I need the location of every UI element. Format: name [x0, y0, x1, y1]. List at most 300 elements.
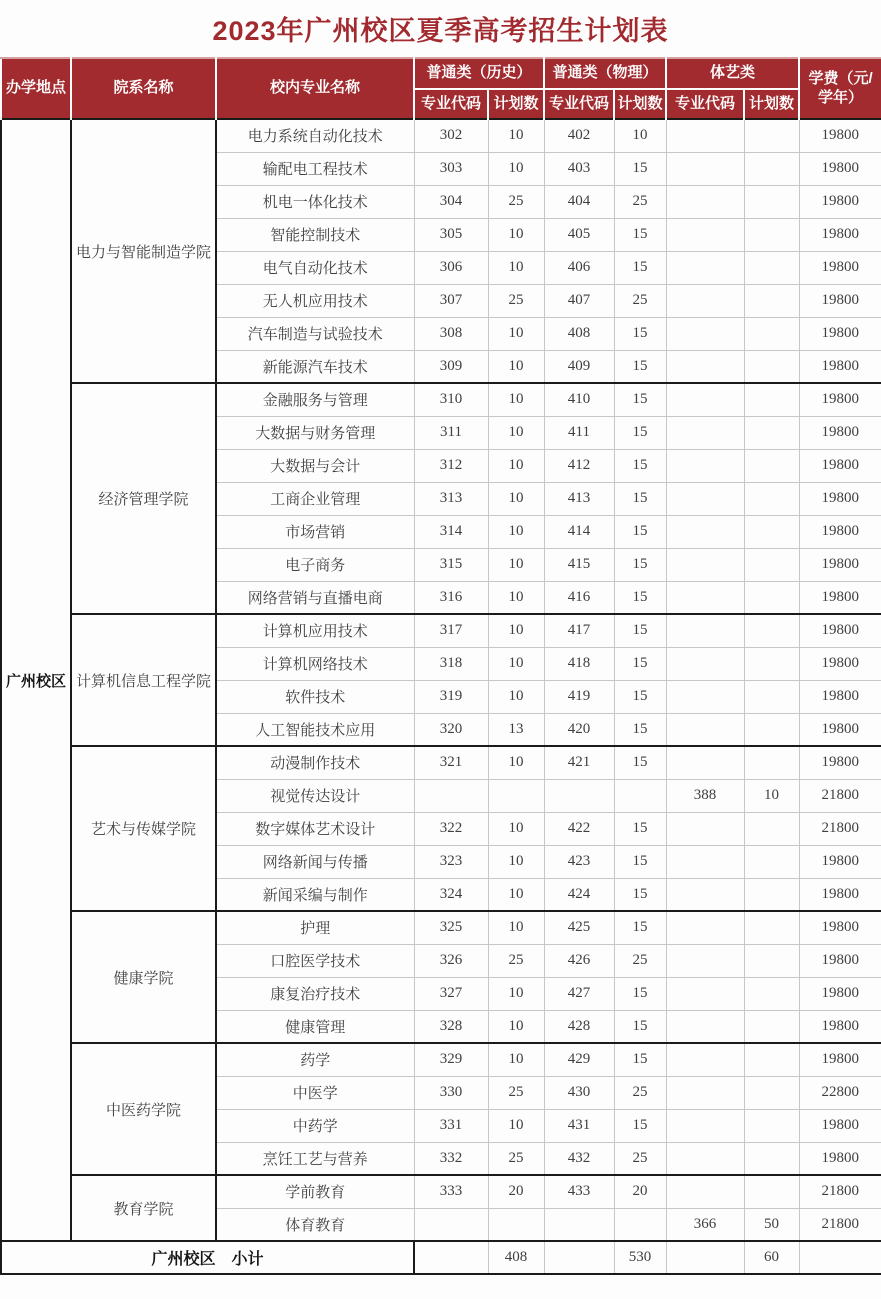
h-code-cell: 314 — [414, 515, 488, 548]
p-code-cell: 413 — [544, 482, 614, 515]
a-code-cell — [666, 482, 744, 515]
p-code-cell: 410 — [544, 383, 614, 416]
a-code-cell — [666, 944, 744, 977]
major-cell: 电子商务 — [216, 548, 414, 581]
a-code-cell — [666, 1175, 744, 1208]
a-code-cell — [666, 119, 744, 152]
h-plan-cell: 10 — [488, 251, 544, 284]
p-plan-cell: 15 — [614, 152, 666, 185]
tuition-cell: 21800 — [799, 812, 881, 845]
table-row — [1, 1175, 881, 1208]
header-group-physics: 普通类（物理） — [544, 58, 666, 89]
h-plan-cell: 10 — [488, 482, 544, 515]
h-code-cell: 306 — [414, 251, 488, 284]
header-group-row — [1, 58, 881, 89]
major-cell: 输配电工程技术 — [216, 152, 414, 185]
tuition-cell: 19800 — [799, 548, 881, 581]
p-code-cell: 430 — [544, 1076, 614, 1109]
major-cell: 健康管理 — [216, 1010, 414, 1043]
major-cell: 康复治疗技术 — [216, 977, 414, 1010]
h-code-cell: 303 — [414, 152, 488, 185]
a-plan-cell — [744, 680, 799, 713]
p-plan-cell: 15 — [614, 482, 666, 515]
a-plan-cell — [744, 1109, 799, 1142]
h-plan-cell: 10 — [488, 515, 544, 548]
a-plan-cell — [744, 1010, 799, 1043]
a-plan-cell — [744, 251, 799, 284]
header-code-history: 专业代码 — [414, 89, 488, 119]
h-plan-cell: 10 — [488, 548, 544, 581]
a-code-cell: 366 — [666, 1208, 744, 1241]
p-code-cell: 419 — [544, 680, 614, 713]
h-code-cell — [414, 1208, 488, 1241]
p-plan-cell: 15 — [614, 845, 666, 878]
major-cell: 烹饪工艺与营养 — [216, 1142, 414, 1175]
a-plan-cell — [744, 614, 799, 647]
a-code-cell — [666, 614, 744, 647]
footer-history-code-cell — [414, 1241, 488, 1274]
major-cell: 新闻采编与制作 — [216, 878, 414, 911]
h-code-cell: 311 — [414, 416, 488, 449]
h-plan-cell: 10 — [488, 614, 544, 647]
tuition-cell: 19800 — [799, 647, 881, 680]
header-code-physics: 专业代码 — [544, 89, 614, 119]
h-plan-cell: 10 — [488, 416, 544, 449]
a-code-cell: 388 — [666, 779, 744, 812]
header-plan-arts: 计划数 — [744, 89, 799, 119]
a-code-cell — [666, 284, 744, 317]
p-code-cell: 411 — [544, 416, 614, 449]
a-code-cell — [666, 383, 744, 416]
a-code-cell — [666, 746, 744, 779]
table-row — [1, 746, 881, 779]
a-code-cell — [666, 680, 744, 713]
major-cell: 机电一体化技术 — [216, 185, 414, 218]
h-code-cell: 328 — [414, 1010, 488, 1043]
a-plan-cell — [744, 944, 799, 977]
a-plan-cell — [744, 1175, 799, 1208]
h-plan-cell: 25 — [488, 284, 544, 317]
p-plan-cell: 10 — [614, 119, 666, 152]
campus-cell: 广州校区 — [1, 119, 71, 1241]
a-plan-cell — [744, 449, 799, 482]
h-code-cell: 319 — [414, 680, 488, 713]
h-code-cell: 324 — [414, 878, 488, 911]
h-plan-cell: 10 — [488, 1010, 544, 1043]
tuition-cell: 19800 — [799, 1010, 881, 1043]
tuition-cell: 19800 — [799, 383, 881, 416]
p-code-cell: 433 — [544, 1175, 614, 1208]
h-plan-cell: 10 — [488, 152, 544, 185]
tuition-cell: 19800 — [799, 1109, 881, 1142]
major-cell: 口腔医学技术 — [216, 944, 414, 977]
p-plan-cell: 15 — [614, 911, 666, 944]
p-plan-cell: 15 — [614, 614, 666, 647]
h-plan-cell: 10 — [488, 449, 544, 482]
p-plan-cell: 15 — [614, 548, 666, 581]
major-cell: 新能源汽车技术 — [216, 350, 414, 383]
h-plan-cell — [488, 1208, 544, 1241]
h-plan-cell: 10 — [488, 647, 544, 680]
h-code-cell: 307 — [414, 284, 488, 317]
a-plan-cell — [744, 812, 799, 845]
footer-physics-code-cell — [544, 1241, 614, 1274]
header-plan-history: 计划数 — [488, 89, 544, 119]
h-code-cell: 327 — [414, 977, 488, 1010]
major-cell: 金融服务与管理 — [216, 383, 414, 416]
p-code-cell: 422 — [544, 812, 614, 845]
h-plan-cell: 25 — [488, 185, 544, 218]
major-cell: 视觉传达设计 — [216, 779, 414, 812]
h-code-cell: 308 — [414, 317, 488, 350]
p-code-cell: 423 — [544, 845, 614, 878]
a-plan-cell — [744, 1076, 799, 1109]
p-plan-cell: 15 — [614, 977, 666, 1010]
major-cell: 计算机应用技术 — [216, 614, 414, 647]
p-plan-cell: 15 — [614, 581, 666, 614]
a-code-cell — [666, 548, 744, 581]
department-cell: 中医药学院 — [71, 1043, 216, 1175]
h-code-cell: 322 — [414, 812, 488, 845]
h-plan-cell: 10 — [488, 878, 544, 911]
table-footer — [1, 1241, 881, 1274]
p-code-cell: 404 — [544, 185, 614, 218]
tuition-cell: 19800 — [799, 218, 881, 251]
p-code-cell: 403 — [544, 152, 614, 185]
tuition-cell: 21800 — [799, 1175, 881, 1208]
department-cell: 健康学院 — [71, 911, 216, 1043]
p-code-cell: 412 — [544, 449, 614, 482]
table-row — [1, 614, 881, 647]
a-code-cell — [666, 878, 744, 911]
a-code-cell — [666, 977, 744, 1010]
a-code-cell — [666, 1043, 744, 1076]
p-plan-cell: 15 — [614, 713, 666, 746]
h-plan-cell: 13 — [488, 713, 544, 746]
h-plan-cell: 25 — [488, 1076, 544, 1109]
header-tuition: 学费（元/学年） — [799, 58, 881, 119]
major-cell: 中药学 — [216, 1109, 414, 1142]
a-code-cell — [666, 845, 744, 878]
h-code-cell: 320 — [414, 713, 488, 746]
header-group-history: 普通类（历史） — [414, 58, 544, 89]
p-code-cell: 402 — [544, 119, 614, 152]
tuition-cell: 19800 — [799, 152, 881, 185]
p-code-cell: 406 — [544, 251, 614, 284]
tuition-cell: 21800 — [799, 779, 881, 812]
h-plan-cell: 10 — [488, 581, 544, 614]
a-code-cell — [666, 185, 744, 218]
h-code-cell: 305 — [414, 218, 488, 251]
h-code-cell: 333 — [414, 1175, 488, 1208]
footer-subtotal-label: 广州校区 小计 — [1, 1241, 414, 1274]
a-plan-cell — [744, 119, 799, 152]
p-plan-cell: 15 — [614, 647, 666, 680]
major-cell: 中医学 — [216, 1076, 414, 1109]
tuition-cell: 19800 — [799, 317, 881, 350]
a-plan-cell — [744, 1043, 799, 1076]
department-cell: 经济管理学院 — [71, 383, 216, 614]
h-plan-cell: 10 — [488, 350, 544, 383]
p-code-cell: 429 — [544, 1043, 614, 1076]
p-plan-cell: 15 — [614, 383, 666, 416]
a-plan-cell — [744, 977, 799, 1010]
p-plan-cell: 25 — [614, 1076, 666, 1109]
tuition-cell: 19800 — [799, 350, 881, 383]
p-plan-cell: 15 — [614, 746, 666, 779]
major-cell: 学前教育 — [216, 1175, 414, 1208]
h-plan-cell: 20 — [488, 1175, 544, 1208]
p-code-cell: 421 — [544, 746, 614, 779]
h-code-cell: 323 — [414, 845, 488, 878]
major-cell: 软件技术 — [216, 680, 414, 713]
a-plan-cell — [744, 581, 799, 614]
h-code-cell — [414, 779, 488, 812]
table-body — [1, 119, 881, 1241]
a-plan-cell — [744, 911, 799, 944]
p-code-cell: 427 — [544, 977, 614, 1010]
h-plan-cell: 10 — [488, 218, 544, 251]
header-major: 校内专业名称 — [216, 58, 414, 119]
h-code-cell: 332 — [414, 1142, 488, 1175]
major-cell: 大数据与财务管理 — [216, 416, 414, 449]
a-code-cell — [666, 647, 744, 680]
tuition-cell: 21800 — [799, 1208, 881, 1241]
a-plan-cell — [744, 878, 799, 911]
tuition-cell: 19800 — [799, 284, 881, 317]
tuition-cell: 19800 — [799, 1043, 881, 1076]
tuition-cell: 19800 — [799, 746, 881, 779]
p-code-cell: 420 — [544, 713, 614, 746]
p-plan-cell: 15 — [614, 1043, 666, 1076]
footer-history-plan-cell: 408 — [488, 1241, 544, 1274]
h-code-cell: 318 — [414, 647, 488, 680]
h-plan-cell: 10 — [488, 746, 544, 779]
h-plan-cell: 10 — [488, 1043, 544, 1076]
h-code-cell: 325 — [414, 911, 488, 944]
header-group-arts: 体艺类 — [666, 58, 799, 89]
h-plan-cell: 25 — [488, 944, 544, 977]
major-cell: 汽车制造与试验技术 — [216, 317, 414, 350]
major-cell: 市场营销 — [216, 515, 414, 548]
a-plan-cell — [744, 317, 799, 350]
tuition-cell: 19800 — [799, 878, 881, 911]
p-code-cell: 415 — [544, 548, 614, 581]
p-code-cell: 425 — [544, 911, 614, 944]
a-code-cell — [666, 350, 744, 383]
major-cell: 计算机网络技术 — [216, 647, 414, 680]
h-plan-cell: 10 — [488, 383, 544, 416]
a-plan-cell — [744, 845, 799, 878]
p-code-cell: 428 — [544, 1010, 614, 1043]
table-header — [1, 58, 881, 119]
tuition-cell: 19800 — [799, 944, 881, 977]
a-plan-cell — [744, 1142, 799, 1175]
p-code-cell: 431 — [544, 1109, 614, 1142]
major-cell: 动漫制作技术 — [216, 746, 414, 779]
a-code-cell — [666, 152, 744, 185]
p-plan-cell: 15 — [614, 1109, 666, 1142]
p-plan-cell: 15 — [614, 350, 666, 383]
h-code-cell: 309 — [414, 350, 488, 383]
footer-row — [1, 1241, 881, 1274]
h-code-cell: 326 — [414, 944, 488, 977]
tuition-cell: 19800 — [799, 911, 881, 944]
h-plan-cell: 25 — [488, 1142, 544, 1175]
tuition-cell: 19800 — [799, 713, 881, 746]
p-plan-cell: 15 — [614, 317, 666, 350]
a-plan-cell — [744, 152, 799, 185]
admission-plan-table — [0, 57, 881, 1275]
a-plan-cell: 50 — [744, 1208, 799, 1241]
major-cell: 网络营销与直播电商 — [216, 581, 414, 614]
p-code-cell: 417 — [544, 614, 614, 647]
a-code-cell — [666, 1010, 744, 1043]
major-cell: 电力系统自动化技术 — [216, 119, 414, 152]
a-plan-cell — [744, 515, 799, 548]
tuition-cell: 19800 — [799, 977, 881, 1010]
a-plan-cell — [744, 383, 799, 416]
p-plan-cell: 15 — [614, 218, 666, 251]
tuition-cell: 19800 — [799, 482, 881, 515]
header-code-arts: 专业代码 — [666, 89, 744, 119]
p-code-cell: 409 — [544, 350, 614, 383]
h-plan-cell: 10 — [488, 812, 544, 845]
h-code-cell: 321 — [414, 746, 488, 779]
h-plan-cell: 10 — [488, 1109, 544, 1142]
h-code-cell: 304 — [414, 185, 488, 218]
a-code-cell — [666, 1076, 744, 1109]
a-code-cell — [666, 449, 744, 482]
footer-physics-plan-cell: 530 — [614, 1241, 666, 1274]
tuition-cell: 19800 — [799, 845, 881, 878]
major-cell: 护理 — [216, 911, 414, 944]
a-code-cell — [666, 713, 744, 746]
p-code-cell: 407 — [544, 284, 614, 317]
h-plan-cell: 10 — [488, 680, 544, 713]
p-plan-cell: 15 — [614, 251, 666, 284]
tuition-cell: 19800 — [799, 449, 881, 482]
p-plan-cell: 20 — [614, 1175, 666, 1208]
p-plan-cell: 15 — [614, 878, 666, 911]
a-plan-cell — [744, 713, 799, 746]
major-cell: 智能控制技术 — [216, 218, 414, 251]
tuition-cell: 19800 — [799, 1142, 881, 1175]
table-row — [1, 911, 881, 944]
footer-tuition-cell — [799, 1241, 881, 1274]
p-code-cell: 416 — [544, 581, 614, 614]
major-cell: 工商企业管理 — [216, 482, 414, 515]
h-code-cell: 330 — [414, 1076, 488, 1109]
h-code-cell: 312 — [414, 449, 488, 482]
a-code-cell — [666, 317, 744, 350]
h-code-cell: 316 — [414, 581, 488, 614]
h-code-cell: 317 — [414, 614, 488, 647]
a-plan-cell — [744, 350, 799, 383]
header-plan-physics: 计划数 — [614, 89, 666, 119]
a-code-cell — [666, 1109, 744, 1142]
p-plan-cell: 15 — [614, 1010, 666, 1043]
a-plan-cell: 10 — [744, 779, 799, 812]
header-location: 办学地点 — [1, 58, 71, 119]
a-code-cell — [666, 911, 744, 944]
tuition-cell: 19800 — [799, 515, 881, 548]
major-cell: 无人机应用技术 — [216, 284, 414, 317]
p-code-cell: 426 — [544, 944, 614, 977]
tuition-cell: 19800 — [799, 416, 881, 449]
p-code-cell: 414 — [544, 515, 614, 548]
a-code-cell — [666, 515, 744, 548]
department-cell: 电力与智能制造学院 — [71, 119, 216, 383]
department-cell: 教育学院 — [71, 1175, 216, 1241]
h-plan-cell — [488, 779, 544, 812]
a-plan-cell — [744, 218, 799, 251]
h-plan-cell: 10 — [488, 119, 544, 152]
major-cell: 人工智能技术应用 — [216, 713, 414, 746]
tuition-cell: 19800 — [799, 185, 881, 218]
a-code-cell — [666, 218, 744, 251]
department-cell: 计算机信息工程学院 — [71, 614, 216, 746]
major-cell: 网络新闻与传播 — [216, 845, 414, 878]
a-code-cell — [666, 1142, 744, 1175]
a-code-cell — [666, 581, 744, 614]
footer-arts-plan-cell: 60 — [744, 1241, 799, 1274]
major-cell: 药学 — [216, 1043, 414, 1076]
major-cell: 数字媒体艺术设计 — [216, 812, 414, 845]
h-code-cell: 302 — [414, 119, 488, 152]
department-cell: 艺术与传媒学院 — [71, 746, 216, 911]
p-plan-cell: 25 — [614, 284, 666, 317]
h-plan-cell: 10 — [488, 977, 544, 1010]
a-plan-cell — [744, 416, 799, 449]
a-plan-cell — [744, 746, 799, 779]
a-plan-cell — [744, 548, 799, 581]
major-cell: 体育教育 — [216, 1208, 414, 1241]
p-code-cell: 405 — [544, 218, 614, 251]
p-plan-cell: 15 — [614, 812, 666, 845]
p-plan-cell: 25 — [614, 185, 666, 218]
tuition-cell: 19800 — [799, 251, 881, 284]
p-plan-cell: 15 — [614, 515, 666, 548]
p-code-cell — [544, 1208, 614, 1241]
a-plan-cell — [744, 185, 799, 218]
major-cell: 电气自动化技术 — [216, 251, 414, 284]
h-plan-cell: 10 — [488, 911, 544, 944]
p-code-cell: 424 — [544, 878, 614, 911]
p-plan-cell — [614, 1208, 666, 1241]
p-code-cell: 418 — [544, 647, 614, 680]
a-plan-cell — [744, 647, 799, 680]
h-code-cell: 313 — [414, 482, 488, 515]
h-code-cell: 329 — [414, 1043, 488, 1076]
p-plan-cell: 15 — [614, 416, 666, 449]
h-plan-cell: 10 — [488, 845, 544, 878]
p-plan-cell: 15 — [614, 449, 666, 482]
h-code-cell: 315 — [414, 548, 488, 581]
tuition-cell: 19800 — [799, 581, 881, 614]
table-row — [1, 119, 881, 152]
a-code-cell — [666, 416, 744, 449]
p-code-cell: 408 — [544, 317, 614, 350]
tuition-cell: 19800 — [799, 680, 881, 713]
a-plan-cell — [744, 482, 799, 515]
a-code-cell — [666, 251, 744, 284]
p-plan-cell: 25 — [614, 944, 666, 977]
p-code-cell: 432 — [544, 1142, 614, 1175]
p-plan-cell: 25 — [614, 1142, 666, 1175]
h-code-cell: 331 — [414, 1109, 488, 1142]
h-code-cell: 310 — [414, 383, 488, 416]
